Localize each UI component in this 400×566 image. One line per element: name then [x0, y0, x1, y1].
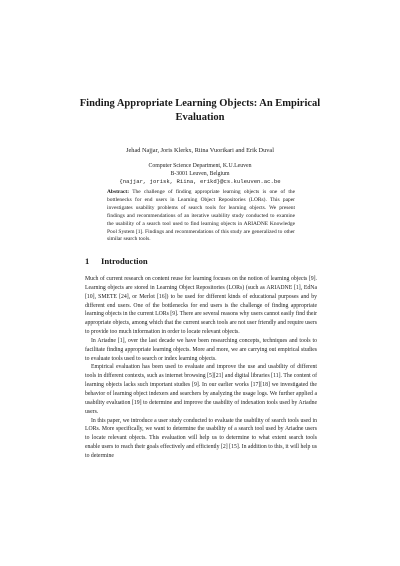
paragraph: Empirical evaluation has been used to evaluate and improve the use and usability of different tools in different contexts, such as internet browsing [5][21] and digital libraries [11]. The content of learning objects lacks such important studies [9]. In our earlier works [17][18] we investigated the behavior of learning object indexers and searchers by analyzing the usage logs. We further applied a usability evaluation [19] to determine and improve the usability of indexation tools used by Ariadne users.	[85, 364, 317, 415]
affiliation-department: Computer Science Department, K.U.Leuven	[148, 163, 252, 169]
title-line-1: Finding Appropriate Learning Objects: An Empirical	[79, 98, 321, 109]
abstract-text: The challenge of finding appropriate learning objects is one of the bottlenecks for end users in Learning Object Repositories (LORs). This paper investigates usability problems of search tools for learning objects. We present findings and recommendations of an iterative usability study conducted to examine the usability of a search tool used to find learning objects in ARIADNE Knowledge Pool System [1]. Findings and recommendations of this study are generalized to other similar search tools.	[107, 189, 295, 243]
section-body	[85, 275, 317, 461]
paper-title	[70, 97, 330, 125]
affiliation-address: B-3001 Leuven, Belgium	[170, 171, 230, 177]
paragraph: Much of current research on content reuse for learning focuses on the notion of learning objects [9]. Learning objects are stored in Learning Object Repositories (LORs) (such as ARIADNE [1], EdNa [10], SMETE [24], or Merlot [16]) to be used for different kinds of educational purposes and by different end users. One of the bottlenecks for end users is the challenge of finding appropriate learning objects in the current LORs [9]. There are several reasons why users cannot easily find their appropriate objects, among which that the current search tools are not user friendly and require users to provide too much information in order to locate relevant objects.	[85, 276, 317, 336]
abstract	[107, 189, 295, 244]
paragraph: In Ariadne [1], over the last decade we have been researching concepts, techniques and tools to facilitate finding appropriate learning objects. More and more, we are carrying out empirical studies to evaluate tools used to search or index learning objects.	[85, 337, 317, 362]
title-line-2: Evaluation	[175, 112, 225, 123]
affiliation-email: {najjar, jorisk, Riina, erikd}@cs.kuleuven.ac.be	[119, 178, 281, 185]
paragraph: In this paper, we introduce a user study conducted to evaluate the usability of search tools used in LORs. More specifically, we want to determine the usability of a search tool used by Ariadne users to locate relevant objects. This evaluation will help us to determine to what extent search tools enable users to reach their goals effectively and efficiently [2] [15]. In addition to this, it will help us to determine	[85, 417, 317, 459]
section-number: 1	[85, 256, 90, 266]
section-heading	[85, 256, 148, 266]
author-list: Jehad Najjar, Joris Klerkx, Riina Vuorikari and Erik Duval	[126, 147, 274, 154]
affiliation	[60, 162, 340, 186]
abstract-label: Abstract:	[107, 189, 130, 195]
section-title: Introduction	[101, 256, 148, 266]
